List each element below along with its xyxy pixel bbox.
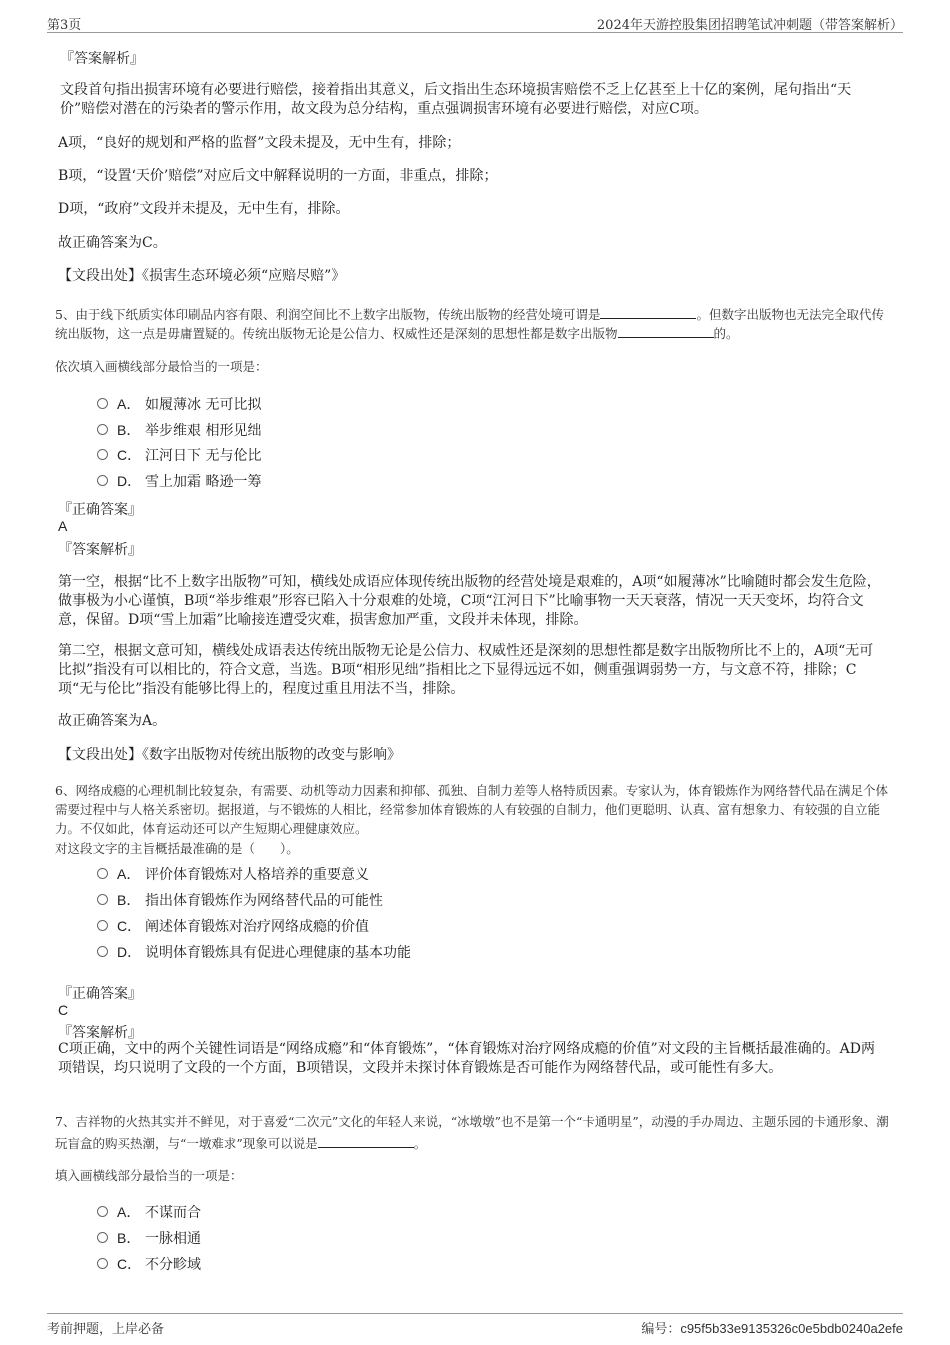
- radio-icon[interactable]: [97, 894, 108, 905]
- radio-icon[interactable]: [97, 475, 108, 486]
- footer-slogan: 考前押题，上岸必备: [47, 1322, 165, 1337]
- answer-conclusion: 故正确答案为C。: [58, 235, 167, 251]
- analysis-option-d: D项，“政府”文段并未提及，无中生有，排除。: [58, 201, 350, 217]
- radio-icon[interactable]: [97, 1258, 108, 1269]
- analysis-option-b: B项，“设置‘天价’赔偿”对应后文中解释说明的一方面，非重点，排除；: [58, 168, 498, 184]
- analysis-paragraph: 第二空，根据文意可知，横线处成语表达传统出版物无论是公信力、权威性还是深刻的思想性都是数字出版物所比不上的，A项“无可比拟”指没有可以相比的，符合文意，当选。B项“相形见绌”指相比之下显得远远不如，侧重强调弱势一方，与文意不符，排除；C项“无与伦比”指没有能够比得上的，程度过重且用法不当，排除。: [58, 643, 874, 697]
- answer-conclusion: 故正确答案为A。: [58, 713, 167, 729]
- radio-icon[interactable]: [97, 1206, 108, 1217]
- question-6-stem: 6、网络成瘾的心理机制比较复杂，有需要、动机等动力因素和抑郁、孤独、自制力差等人格特质因素。专家认为，体育锻炼作为网络替代品在满足个体需要过程中与人格关系密切。据报道，与不锻炼的人相比，经常参加体育锻炼的人有较强的自制力，他们更聪明、认真、富有想象力、有较强的自立能力。不仅如此，体育运动还可以产生短期心理健康效应。: [55, 783, 888, 836]
- fill-blank-1: [600, 306, 696, 319]
- radio-icon[interactable]: [97, 946, 108, 957]
- analysis-paragraph: 文段首句指出损害环境有必要进行赔偿，接着指出其意义，后文指出生态环境损害赔偿不乏上亿甚至上十亿的案例，尾句指出“天价”赔偿对潜在的污染者的警示作用，故文段为总分结构，重点强调损害环境有必要进行赔偿，对应C项。: [60, 82, 852, 117]
- question-5-prompt: 依次填入画横线部分最恰当的一项是：: [55, 359, 268, 374]
- page-header: [47, 12, 903, 33]
- page-number: 第3页: [47, 18, 82, 33]
- page-footer: [47, 1313, 903, 1336]
- analysis-option-a: A项，“良好的规划和严格的监督”文段未提及，无中生有，排除；: [58, 135, 461, 151]
- radio-icon[interactable]: [97, 920, 108, 931]
- analysis-label: 『答案解析』: [58, 1025, 142, 1041]
- analysis-label: 『答案解析』: [58, 542, 142, 558]
- radio-icon[interactable]: [97, 868, 108, 879]
- correct-answer: A: [58, 518, 68, 534]
- document-code: 编号：c95f5b33e9135326c0e5bdb0240a2efe: [641, 1321, 903, 1337]
- question-7-prompt: 填入画横线部分最恰当的一项是：: [55, 1168, 243, 1183]
- analysis-label: 『答案解析』: [60, 51, 144, 67]
- radio-icon[interactable]: [97, 424, 108, 435]
- answer-label: 『正确答案』: [58, 986, 142, 1002]
- question-7-stem: 7、吉祥物的火热其实并不鲜见，对于喜爱“二次元”文化的年轻人来说，“冰墩墩”也不是第一个“卡通明星”，动漫的手办周边、主题乐园的卡通形象、潮玩盲盒的购买热潮，与“一墩难求”现象可以说是 。: [55, 1114, 889, 1151]
- fill-blank-2: [618, 325, 714, 338]
- radio-icon[interactable]: [97, 449, 108, 460]
- radio-icon[interactable]: [97, 398, 108, 409]
- question-5-stem: 5、由于线下纸质实体印刷品内容有限、利润空间比不上数字出版物，传统出版物的经营处境可谓是 。但数字出版物也无法完全取代传统出版物，这一点是毋庸置疑的。传统出版物无论是公信力、权威性还是深刻的思想性都是数字出版物 的。: [55, 307, 884, 341]
- fill-blank: [318, 1135, 414, 1148]
- source-citation: 【文段出处】《数字出版物对传统出版物的改变与影响》: [58, 747, 401, 763]
- question-6-prompt: 对这段文字的主旨概括最准确的是（ ）。: [55, 841, 299, 856]
- correct-answer: C: [58, 1002, 69, 1018]
- radio-icon[interactable]: [97, 1232, 108, 1243]
- source-citation: 【文段出处】《损害生态环境必须“应赔尽赔”》: [58, 268, 346, 284]
- answer-label: 『正确答案』: [58, 502, 142, 518]
- analysis-paragraph: C项正确，文中的两个关键性词语是“网络成瘾”和“体育锻炼”，“体育锻炼对治疗网络成瘾的价值”对文段的主旨概括最准确的。AD两项错误，均只说明了文段的一个方面，B项错误，文段并未探讨体育锻炼是否可能作为网络替代品，或可能性有多大。: [58, 1041, 875, 1076]
- document-title: 2024年天游控股集团招聘笔试冲刺题（带答案解析）: [596, 18, 903, 33]
- analysis-paragraph: 第一空，根据“比不上数字出版物”可知，横线处成语应体现传统出版物的经营处境是艰难的，A项“如履薄冰”比喻随时都会发生危险，做事极为小心谨慎，B项“举步维艰”形容已陷入十分艰难的处境，C项“江河日下”比喻事物一天天衰落，情况一天天变坏，均符合文意，保留。D项“雪上加霜”比喻接连遭受灾难，损害愈加严重，文段并未体现，排除。: [58, 574, 881, 628]
